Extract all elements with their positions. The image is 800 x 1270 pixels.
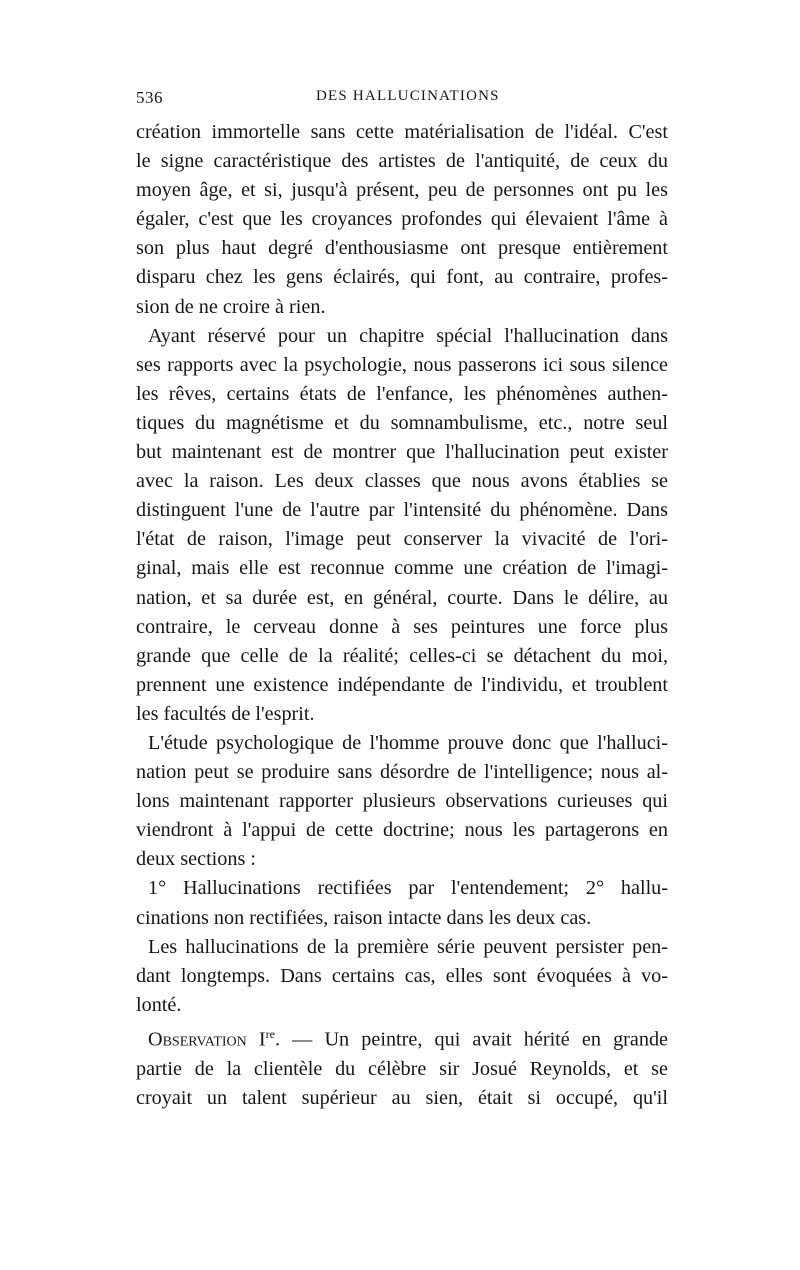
body-text: [136, 118, 668, 1113]
text-line: lons maintenant rapporter plusieurs observations curieuses qui: [136, 790, 668, 813]
paragraph-4: [136, 874, 668, 932]
text-line: sion de ne croire à rien.: [136, 295, 326, 318]
text-line: l'état de raison, l'image peut conserver la vivacité de l'ori-: [136, 528, 668, 551]
text-line: viendront à l'appui de cette doctrine; nous les partagerons en: [136, 819, 668, 842]
text-line: disparu chez les gens éclairés, qui font, au contraire, profes-: [136, 266, 668, 289]
book-page: [136, 88, 668, 1113]
paragraph-5: [136, 933, 668, 1020]
text-line: cinations non rectifiées, raison intacte dans les deux cas.: [136, 906, 592, 929]
paragraph-1: [136, 118, 668, 322]
text-line: partie de la clientèle du célèbre sir Josué Reynolds, et se: [136, 1057, 668, 1080]
page-number: 536: [136, 88, 163, 107]
text-line: ginal, mais elle est reconnue comme une création de l'imagi-: [136, 557, 668, 580]
text-line: égaler, c'est que les croyances profondes qui élevaient l'âme à: [136, 208, 668, 231]
text-line: le signe caractéristique des artistes de l'antiquité, de ceux du: [136, 150, 668, 173]
paragraph-6: [136, 1020, 668, 1113]
text-line: création immortelle sans cette matérialisation de l'idéal. C'est: [136, 121, 668, 143]
text-line: nation, et sa durée est, en général, courte. Dans le délire, au: [136, 586, 668, 609]
text-line: but maintenant est de montrer que l'hallucination peut exister: [136, 441, 668, 464]
observation-superscript: re: [265, 1026, 275, 1041]
text-line: contraire, le cerveau donne à ses peintures une force plus: [136, 615, 668, 638]
paragraph-3: [136, 729, 668, 874]
text-line: moyen âge, et si, jusqu'à présent, peu de personnes ont pu les: [136, 179, 668, 202]
text-line: ses rapports avec la psychologie, nous passerons ici sous silence: [136, 353, 668, 376]
text-line: [136, 1020, 668, 1055]
text-line: les rêves, certains états de l'enfance, les phénomènes authen-: [136, 382, 668, 405]
text-line: tiques du magnétisme et du somnambulisme, etc., notre seul: [136, 411, 668, 434]
text-line: croyait un talent supérieur au sien, était si occupé, qu'il: [136, 1086, 668, 1109]
text-line: prennent une existence indépendante de l'individu, et troublent: [136, 673, 668, 696]
text-line: nation peut se produire sans désordre de l'intelligence; nous al-: [136, 761, 668, 784]
text-line: Les hallucinations de la première série peuvent persister pen-: [148, 935, 668, 958]
text-line: lonté.: [136, 993, 182, 1016]
text-line: L'étude psychologique de l'homme prouve donc que l'halluci-: [148, 731, 668, 754]
text-line: 1° Hallucinations rectifiées par l'entendement; 2° hallu-: [148, 877, 668, 900]
running-head: [136, 88, 668, 118]
text-line: avec la raison. Les deux classes que nous avons établies se: [136, 470, 668, 493]
text-line: deux sections :: [136, 848, 256, 871]
paragraph-2: [136, 322, 668, 729]
observation-label: Observation I: [148, 1028, 266, 1051]
text-line: son plus haut degré d'enthousiasme ont presque entièrement: [136, 237, 668, 260]
text-line: les facultés de l'esprit.: [136, 702, 315, 725]
text-line: grande que celle de la réalité; celles-ci se détachent du moi,: [136, 644, 668, 667]
text-line: distinguent l'une de l'autre par l'intensité du phénomène. Dans: [136, 499, 668, 522]
observation-text: . — Un peintre, qui avait hérité en grande: [274, 1028, 668, 1051]
text-line: dant longtemps. Dans certains cas, elles sont évoquées à vo-: [136, 964, 668, 987]
text-line: Ayant réservé pour un chapitre spécial l'hallucination dans: [148, 324, 668, 347]
running-title: DES HALLUCINATIONS: [316, 88, 500, 104]
